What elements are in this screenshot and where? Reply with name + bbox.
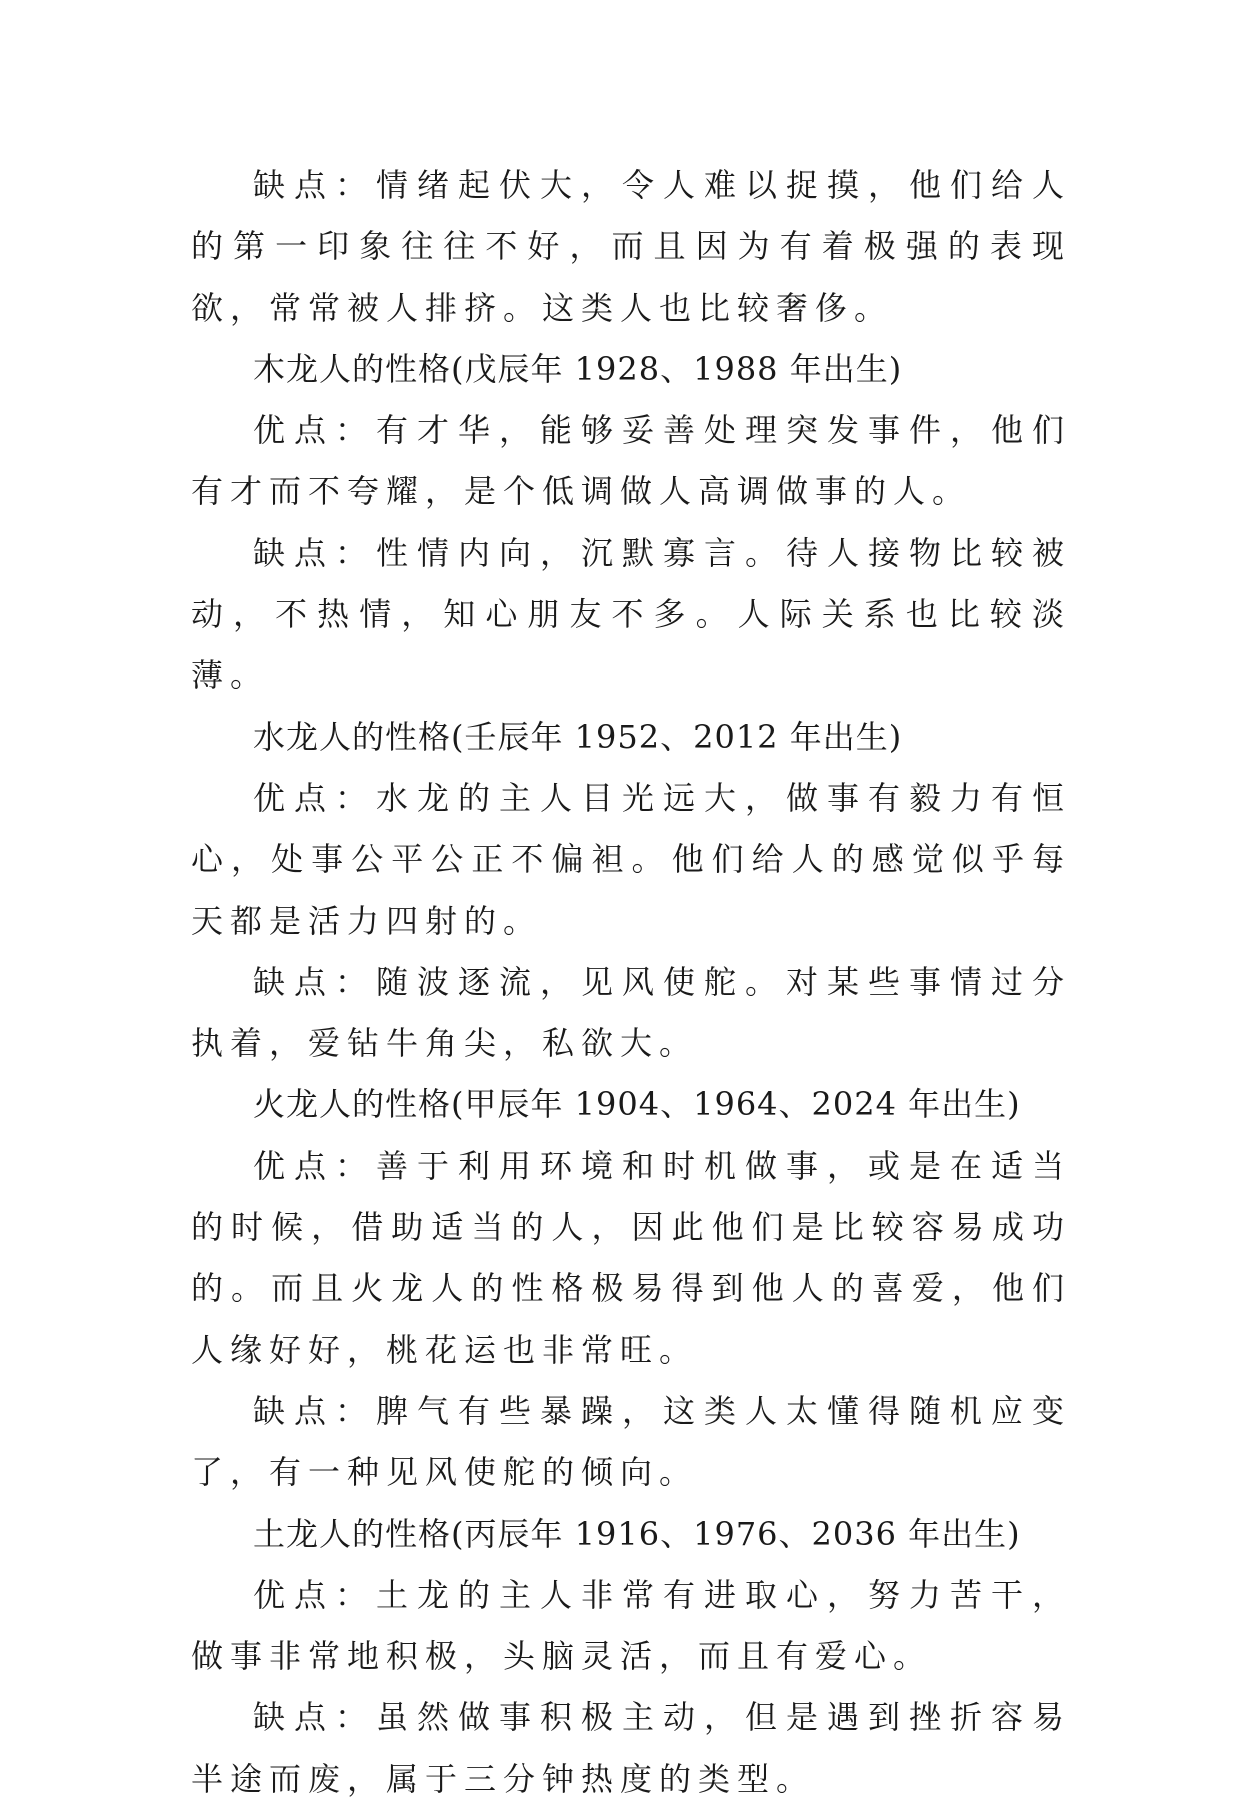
paragraph-earth-dragon-pros: 优点：土龙的主人非常有进取心，努力苦干，做事非常地积极，头脑灵活，而且有爱心。 <box>191 1575 1071 1676</box>
paragraph-wood-dragon-cons: 缺点：性情内向，沉默寡言。待人接物比较被动，不热情，知心朋友不多。人际关系也比较淡薄。 <box>191 533 1071 695</box>
paragraph-wood-dragon-pros: 优点：有才华，能够妥善处理突发事件，他们有才而不夸耀，是个低调做人高调做事的人。 <box>191 411 1071 511</box>
document-body <box>191 155 1071 1810</box>
paragraph-earth-dragon-cons: 缺点：虽然做事积极主动，但是遇到挫折容易半途而废，属于三分钟热度的类型。 <box>191 1698 1071 1798</box>
paragraph-fire-dragon-cons-intro: 缺点：情绪起伏大，令人难以捉摸，他们给人的第一印象往往不好，而且因为有着极强的表现欲，常常被人排挤。这类人也比较奢侈。 <box>191 166 1071 327</box>
paragraph-fire-dragon-pros: 优点：善于利用环境和时机做事，或是在适当的时候，借助适当的人，因此他们是比较容易成功的。而且火龙人的性格极易得到他人的喜爱，他们人缘好好，桃花运也非常旺。 <box>191 1146 1071 1369</box>
paragraph-water-dragon-cons: 缺点：随波逐流，见风使舵。对某些事情过分执着，爱钻牛角尖，私欲大。 <box>191 962 1071 1063</box>
heading-earth-dragon: 土龙人的性格(丙辰年 1916、1976、2036 年出生) <box>253 1514 1021 1553</box>
paragraph-fire-dragon-cons: 缺点：脾气有些暴躁，这类人太懂得随机应变了，有一种见风使舵的倾向。 <box>191 1391 1071 1492</box>
paragraph-water-dragon-pros: 优点：水龙的主人目光远大，做事有毅力有恒心，处事公平公正不偏袒。他们给人的感觉似乎每天都是活力四射的。 <box>191 778 1071 940</box>
heading-wood-dragon: 木龙人的性格(戊辰年 1928、1988 年出生) <box>253 349 903 388</box>
heading-fire-dragon: 火龙人的性格(甲辰年 1904、1964、2024 年出生) <box>253 1085 1021 1124</box>
heading-water-dragon: 水龙人的性格(壬辰年 1952、2012 年出生) <box>253 717 903 756</box>
